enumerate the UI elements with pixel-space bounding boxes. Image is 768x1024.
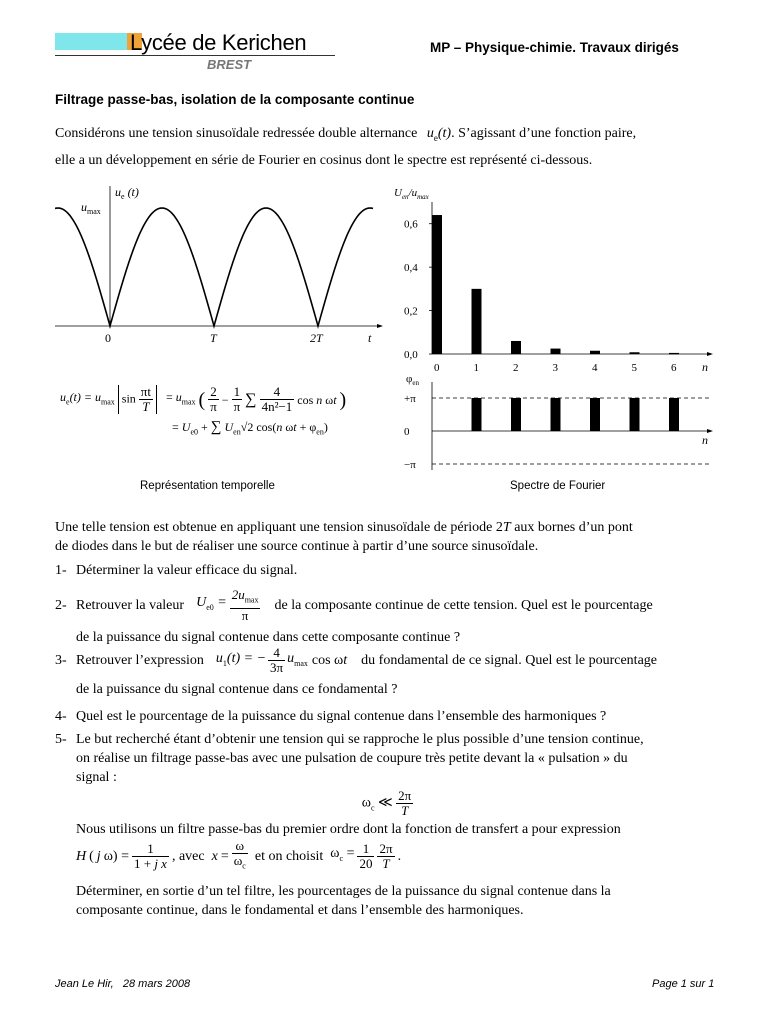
spectrum-ylabel: $U_{en}/u_{max}$ (394, 187, 429, 201)
amp-x-label: 3 (552, 362, 558, 374)
formula-line-2: = $U_{e0}$ + ∑ $U_{en}√2$ cos(n $\omega t + \varphi_{en}$) (172, 419, 328, 437)
footer-page: Page 1 sur 1 (652, 978, 715, 990)
amp-bar-4 (590, 351, 600, 354)
phase-bar-1 (472, 398, 482, 431)
phase-bar-6 (669, 398, 679, 431)
phase-tick-label: +π (404, 393, 416, 405)
x-axis-label: t (368, 331, 372, 345)
footer-author: Jean Le Hir, 28 mars 2008 (55, 978, 191, 990)
fourier-formula (60, 385, 346, 439)
time-plot (55, 178, 385, 353)
amp-x-label: 5 (631, 362, 637, 374)
amp-tick-label: 0,4 (404, 262, 418, 275)
amp-x-label: 0 (434, 362, 440, 374)
spectrum-plot (380, 182, 720, 472)
school-name: Lycée de Kerichen (130, 30, 307, 55)
phase-tick-label: −π (404, 459, 416, 471)
logo-cyan-bar (55, 33, 127, 50)
x-tick-2T: 2T (310, 331, 323, 345)
amp-x-label: 1 (473, 362, 479, 374)
phase-ylabel: $\varphi_{en}$ (406, 373, 419, 387)
amp-bar-3 (551, 349, 561, 354)
x-tick-T: T (210, 331, 217, 345)
paragraph-2: Une telle tension est obtenue en appliquant une tension sinusoïdale de période 2T aux bornes d’un pont de diodes dans le but de réaliser une source continue à partir d’une source sinusoïdale. (55, 520, 633, 554)
ue-symbol: $u_e(t)$ (426, 126, 452, 143)
amp-tick-label: 0,0 (404, 349, 418, 361)
y-axis-label: $u_e$ (t) (115, 185, 139, 201)
intro-paragraph (55, 124, 715, 170)
amp-x-label: 4 (592, 362, 598, 374)
amp-bar-0 (432, 215, 442, 354)
question-3: 3- Retrouver l’expression $u_1(t)$ = − $\frac{4}{3\pi}$ $u_{max}$ cos ωt du fondamental de ce signal. Quel est le pourcentage de la puissance du signal contenue dans ce fondamental ? (55, 645, 658, 697)
amp-x-label: 6 (671, 362, 677, 374)
phase-tick-label: 0 (404, 426, 410, 438)
amp-tick-label: 0,6 (404, 218, 418, 231)
left-caption: Représentation temporelle (140, 480, 275, 492)
amp-bar-1 (472, 289, 482, 354)
phase-bar-5 (630, 398, 640, 431)
school-city: BREST (207, 57, 252, 72)
question-5: 5- Le but recherché étant d’obtenir une tension qui se rapproche le plus possible d’une tension continue, on réalise un filtrage passe-bas avec une pulsation de coupure très petite devant la « pulsation » du signal : $\omega_c$ ≪ $\frac{2\pi}{T}$ Nous utilisons un filtre passe-bas du premier ordre dont la fonction de transfert a pour expression H ( j ω) = $\frac{1}{\text{1 + j x}}$ , avec x = $\frac{\omega}{\omega_c}$ et on choisit $\omega_c$ = $\frac{1}{20}$ $\frac{2\pi}{T}$ . Déterminer, en sortie d’un tel filtre, les pourcentages de la puissance du signal contenue dans la composante continue, dans le fondamental et dans l’ensemble des harmoniques. (55, 730, 720, 920)
transfer-function: H ( j ω) = $\frac{1}{\text{1 + j x}}$ , avec x = $\frac{\omega}{\omega_c}$ et on choisit $\omega_c$ = $\frac{1}{20}$ $\frac{2\pi}{T}$ . (76, 838, 402, 871)
question-2: 2- Retrouver la valeur $U_{e0}$ = $\frac{2u_{max}}{\pi}$ de la composante continue de cette tension. Quel est le pourcentage de la puissance du signal contenue dans cette composante continue ? (55, 587, 653, 645)
intro-line-2: elle a un développement en série de Fourier en cosinus dont le spectre est représenté ci-dessous. (55, 152, 593, 168)
question-4: 4- Quel est le pourcentage de la puissance du signal contenue dans l’ensemble des harmoniques ? (55, 709, 607, 724)
umax-label: $u_{max}$ (81, 200, 101, 216)
cutoff-condition: $\omega_c$ ≪ $\frac{2\pi}{T}$ (361, 788, 412, 818)
amp-x-label: 2 (513, 362, 519, 374)
right-caption: Spectre de Fourier (510, 480, 606, 492)
intro-line-1: Considérons une tension sinusoïdale redressée double alternance $u_e(t)$. S’agissant d’une fonction paire, (55, 126, 637, 143)
phase-bar-4 (590, 398, 600, 431)
amp-bar-6 (669, 353, 679, 355)
amp-bar-2 (511, 341, 521, 354)
x-tick-0: 0 (105, 331, 111, 345)
rectified-sine-curve (55, 208, 373, 326)
phase-bar-2 (511, 398, 521, 431)
amp-bar-5 (630, 352, 640, 354)
phase-bar-3 (551, 398, 561, 431)
formula-line-1: $u_e(t) = u_{max}$ sin $\frac{\pi t}{T}$ = $u_{max}$ ( $\frac{2}{\pi}$ − $\frac{1}{\pi}$ ∑ $\frac{4}{\text{4n²−1}}$ cos n ωt ) (60, 384, 347, 414)
page-title: Filtrage passe-bas, isolation de la composante continue (55, 92, 415, 107)
course-title: MP – Physique-chimie. Travaux dirigés (430, 40, 679, 55)
phase-xlabel: n (702, 433, 708, 447)
spectrum-xlabel: n (702, 360, 708, 374)
question-1: 1- Déterminer la valeur efficace du signal. (55, 563, 298, 578)
amp-tick-label: 0,2 (404, 305, 418, 318)
